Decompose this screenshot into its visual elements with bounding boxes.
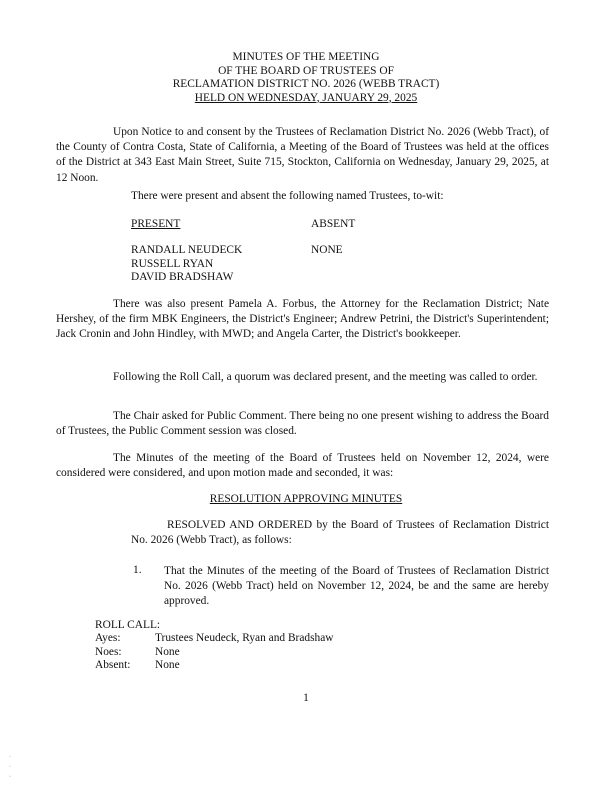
present-name: RUSSELL RYAN: [131, 257, 214, 270]
roll-call-paragraph: Following the Roll Call, a quorum was declared present, and the meeting was called to order.: [113, 371, 538, 383]
roll-call-row: [95, 659, 495, 672]
title-line-1: MINUTES OF THE MEETING: [232, 51, 380, 63]
resolution-item-number: 1.: [133, 564, 142, 576]
minutes-paragraph: The Minutes of the meeting of the Board of Trustees held on November 12, 2024, were considered were considered, and upon motion made and seconded, it was:: [56, 452, 549, 480]
roll-call-label: Ayes:: [95, 632, 121, 645]
roll-call-value: Trustees Neudeck, Ryan and Bradshaw: [155, 632, 334, 645]
roll-call-row: [95, 646, 495, 659]
title-line-2: OF THE BOARD OF TRUSTEES OF: [218, 64, 394, 77]
margin-dot: ·: [9, 754, 11, 760]
roll-call-row: [95, 632, 495, 645]
margin-dot: ·: [9, 764, 11, 770]
present-column: [131, 218, 301, 285]
intro-paragraph: Upon Notice to and consent by the Trustees of Reclamation District No. 2026 (Webb Tract), of the County of Contra Costa, State of California, a Meeting of the Board of Trustees was held at the offices of the District at 343 East Main Street, Suite 715, Stockton, California on Wednesday, January 29, 2025, at 12 Noon.: [56, 126, 549, 184]
resolution-resolved: RESOLVED AND ORDERED by the Board of Trustees of Reclamation District No. 2026 (Webb Tract), as follows:: [131, 519, 549, 547]
present-intro: There were present and absent the following named Trustees, to-wit:: [131, 190, 444, 202]
margin-dot: ·: [9, 774, 11, 780]
absent-name: NONE: [311, 244, 343, 257]
resolution-item-text: That the Minutes of the meeting of the Board of Trustees of Reclamation District No. 2026 (Webb Tract) held on November 12, 2024, be and the same are hereby approved.: [164, 565, 549, 608]
absent-header: ABSENT: [311, 218, 356, 230]
roll-call-block: [95, 619, 495, 673]
absent-column: [311, 218, 461, 258]
scan-margin-marks: [9, 752, 12, 782]
also-present-paragraph: There was also present Pamela A. Forbus, the Attorney for the Reclamation District; Nate Hershey, of the firm MBK Engineers, the District's Engineer; Andrew Petrini, the District's Superintendent; Jack Cronin and John Hindley, with MWD; and Angela Carter, the District's bookkeeper.: [56, 298, 549, 341]
resolution-heading: RESOLUTION APPROVING MINUTES: [209, 493, 403, 505]
roll-call-label: Noes:: [95, 645, 122, 658]
present-name: RANDALL NEUDECK: [131, 244, 243, 257]
present-name: DAVID BRADSHAW: [131, 271, 234, 284]
roll-call-heading: ROLL CALL:: [95, 619, 161, 631]
public-comment-paragraph: The Chair asked for Public Comment. There being no one present wishing to address the Board of Trustees, the Public Comment session was closed.: [56, 410, 549, 438]
resolution-item: [133, 564, 549, 610]
roll-call-value: None: [155, 659, 180, 672]
present-header: PRESENT: [131, 218, 181, 230]
document-title: [0, 51, 612, 105]
roll-call-label: Absent:: [95, 659, 131, 672]
title-line-3: RECLAMATION DISTRICT NO. 2026 (WEBB TRACT): [172, 78, 440, 90]
title-line-4: HELD ON WEDNESDAY, JANUARY 29, 2025: [194, 91, 418, 104]
roll-call-value: None: [155, 645, 180, 658]
page-number: 1: [303, 692, 309, 704]
